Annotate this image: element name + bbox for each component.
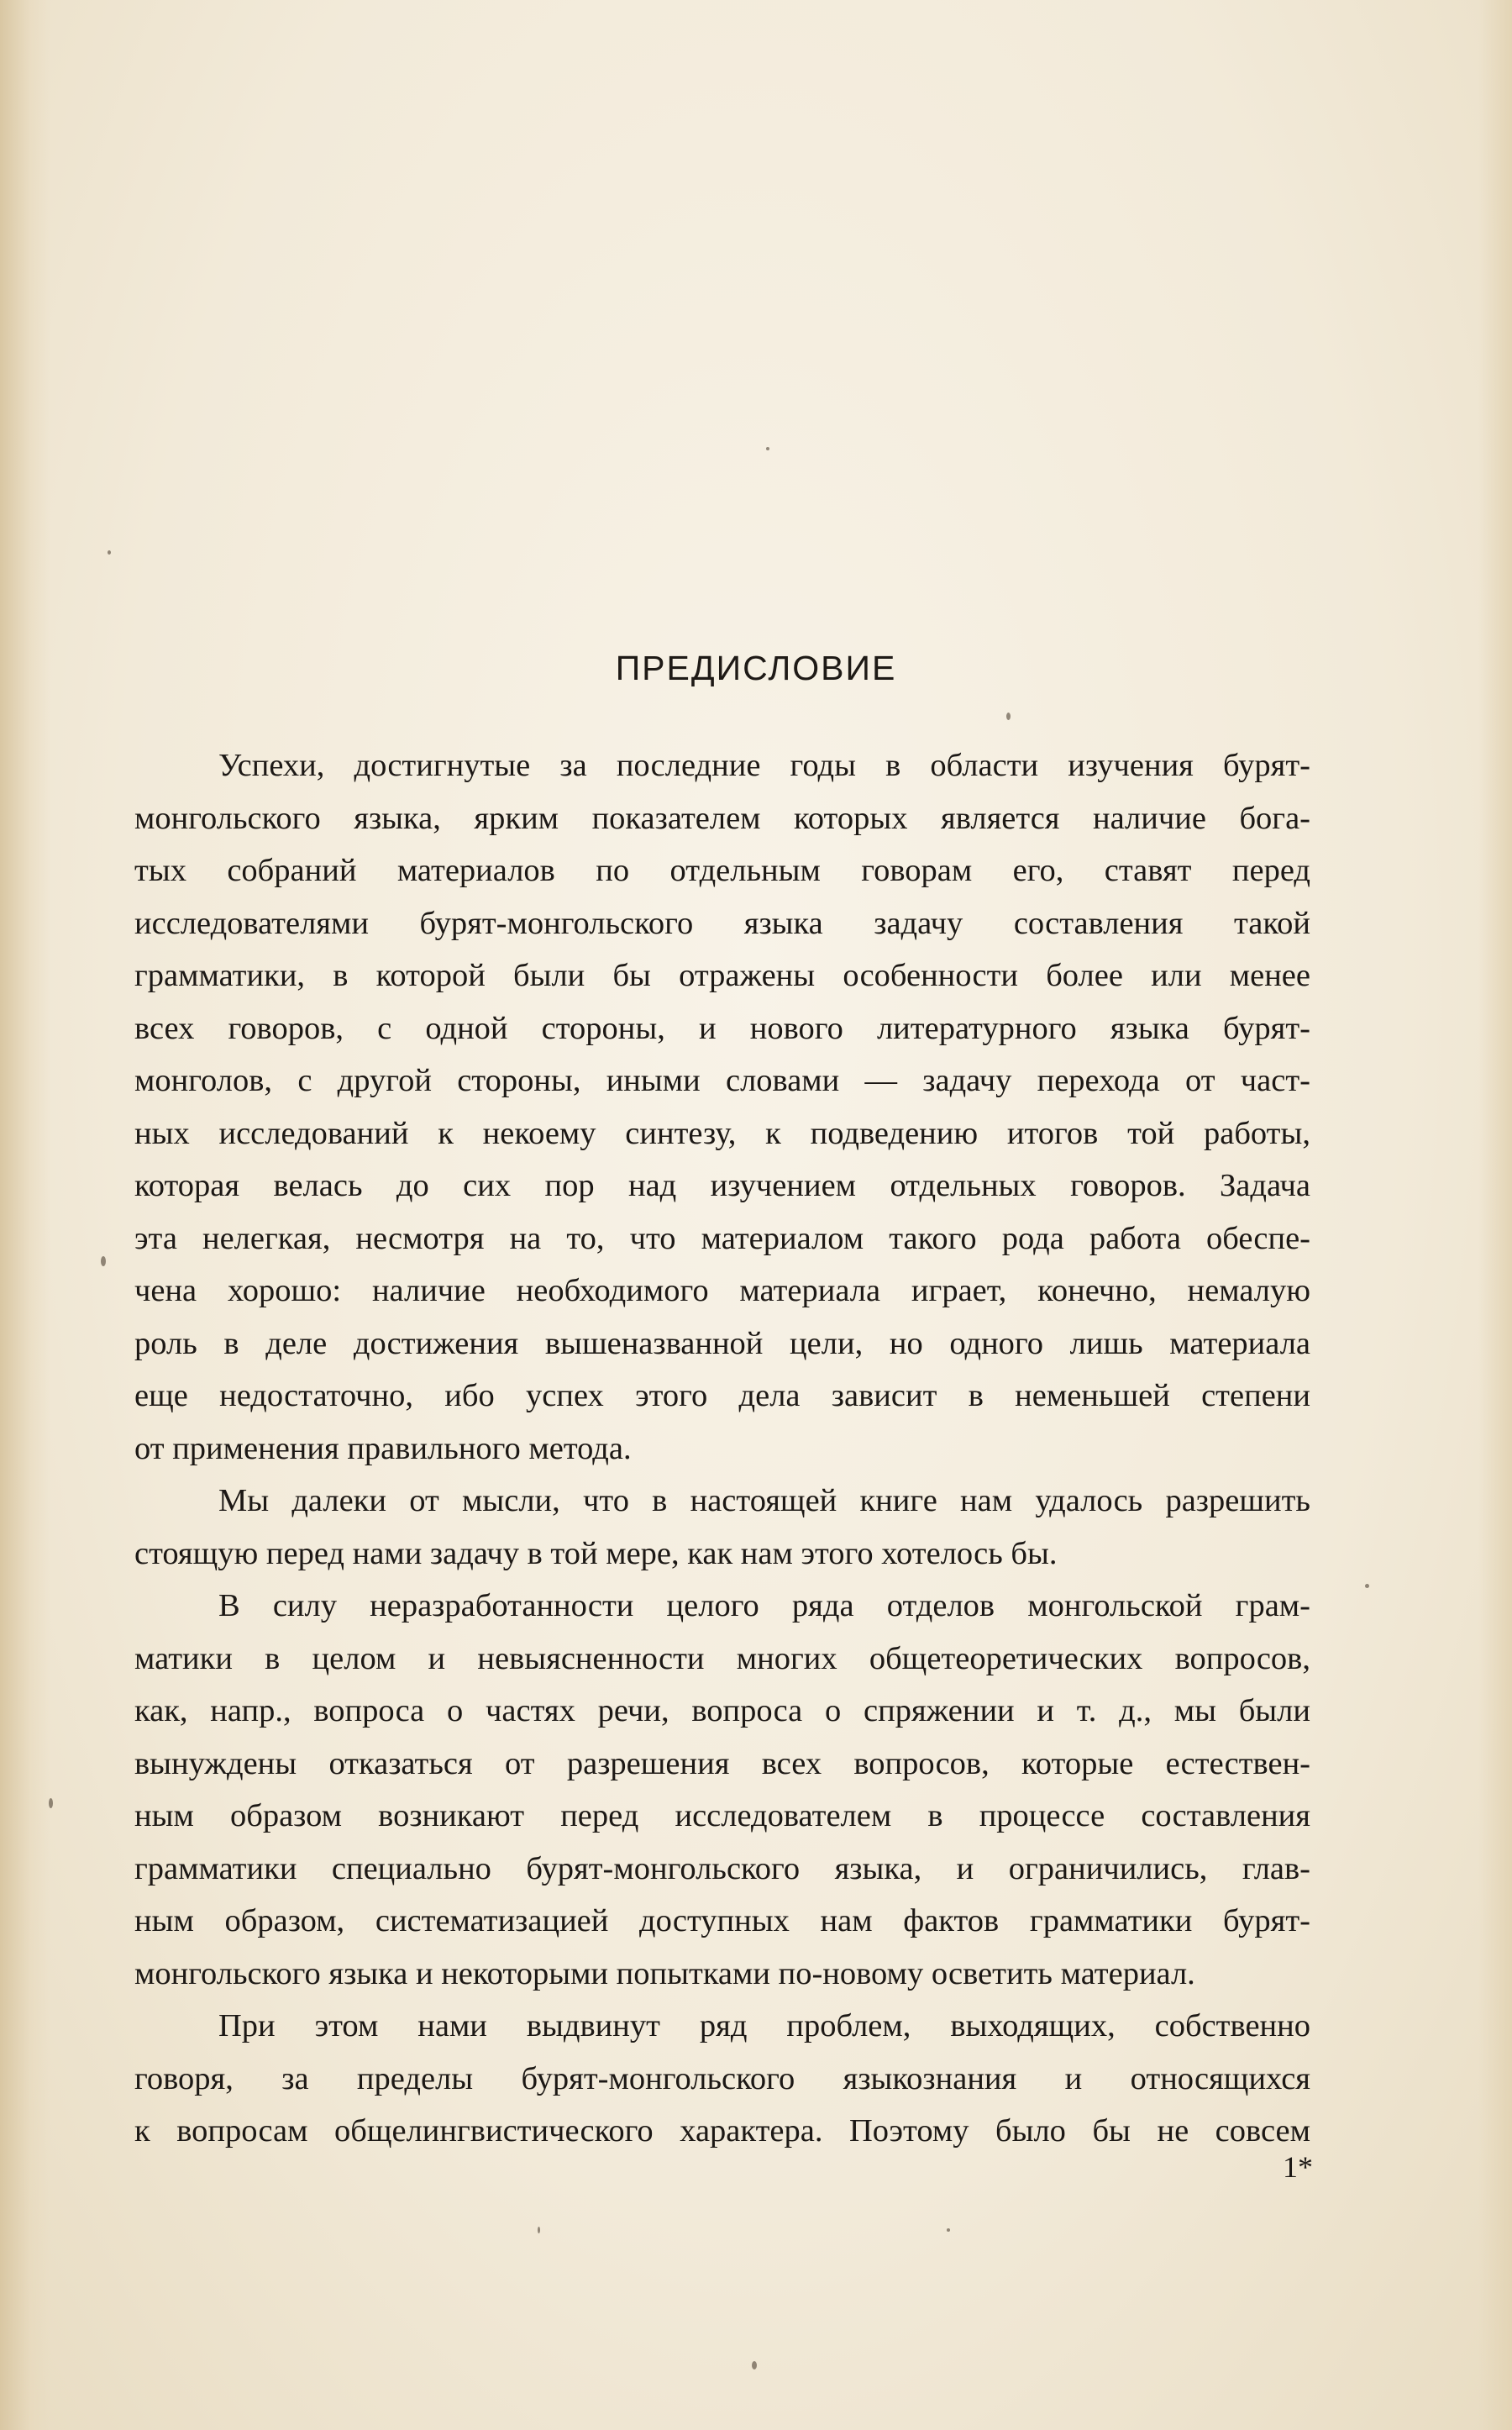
paper-speck — [538, 2227, 540, 2233]
paper-speck — [766, 447, 769, 450]
text-line: как, напр., вопроса о частях речи, вопроса о спряжении и т. д., мы были — [134, 1693, 1310, 1728]
text-line: всех говоров, с одной стороны, и нового литературного языка бурят- — [134, 1010, 1310, 1046]
text-line: ным образом возникают перед исследователем в процессе составления — [134, 1798, 1310, 1833]
text-line: говоря, за пределы бурят-монгольского языкознания и относящихся — [134, 2060, 1310, 2096]
paragraph — [134, 1580, 1310, 2000]
paper-speck — [101, 1256, 106, 1266]
text-line: эта нелегкая, несмотря на то, что материалом такого рода работа обеспе- — [134, 1220, 1310, 1256]
paper-speck — [947, 2228, 950, 2232]
text-line: тых собраний материалов по отдельным говорам его, ставят перед — [134, 853, 1310, 888]
paragraph — [134, 1475, 1310, 1580]
text-line: В силу неразработанности целого ряда отделов монгольской грам- — [218, 1588, 1310, 1623]
text-line: ным образом, систематизацией доступных нам фактов грамматики бурят- — [134, 1903, 1310, 1938]
preface-text — [134, 739, 1310, 2158]
text-line: монголов, с другой стороны, иными словами — задачу перехода от част- — [134, 1063, 1310, 1098]
text-line: которая велась до сих пор над изучением отдельных говоров. Задача — [134, 1168, 1310, 1203]
text-line: Мы далеки от мысли, что в настоящей книге нам удалось разрешить — [218, 1483, 1310, 1518]
text-line: чена хорошо: наличие необходимого материала играет, конечно, немалую — [134, 1273, 1310, 1308]
text-line: монгольского языка, ярким показателем которых является наличие бога- — [134, 800, 1310, 836]
text-line: грамматики специально бурят-монгольского языка, и ограничились, глав- — [134, 1850, 1310, 1886]
page-number: 1* — [1283, 2150, 1313, 2184]
paper-speck — [108, 550, 111, 555]
paragraph — [134, 2000, 1310, 2158]
text-line: исследователями бурят-монгольского языка задачу составления такой — [134, 905, 1310, 941]
text-line: матики в целом и невыясненности многих общетеоретических вопросов, — [134, 1640, 1310, 1676]
text-line: к вопросам общелингвистического характера. Поэтому было бы не совсем — [134, 2113, 1310, 2149]
paper-speck — [49, 1798, 53, 1808]
page-edge-shadow-right — [1478, 0, 1512, 2430]
paper-speck — [752, 2361, 757, 2370]
page-edge-shadow-left — [0, 0, 50, 2430]
text-line: монгольского языка и некоторыми попытками по-новому осветить материал. — [134, 1955, 1195, 1991]
page-title: ПРЕДИСЛОВИЕ — [615, 649, 897, 687]
text-line: еще недостаточно, ибо успех этого дела зависит в неменьшей степени — [134, 1378, 1310, 1413]
text-line: стоящую перед нами задачу в той мере, как нам этого хотелось бы. — [134, 1535, 1058, 1571]
paper-speck — [1006, 713, 1011, 720]
paragraph — [134, 739, 1310, 1475]
text-line: вынуждены отказаться от разрешения всех вопросов, которые естествен- — [134, 1745, 1310, 1781]
text-line: грамматики, в которой были бы отражены особенности более или менее — [134, 958, 1310, 993]
text-line: При этом нами выдвинут ряд проблем, выходящих, собственно — [218, 2008, 1310, 2043]
paper-speck — [1365, 1584, 1369, 1588]
text-line: от применения правильного метода. — [134, 1430, 632, 1466]
text-line: Успехи, достигнутые за последние годы в области изучения бурят- — [218, 748, 1310, 783]
text-line: ных исследований к некоему синтезу, к подведению итогов той работы, — [134, 1115, 1310, 1151]
text-line: роль в деле достижения вышеназванной цели, но одного лишь материала — [134, 1325, 1310, 1361]
